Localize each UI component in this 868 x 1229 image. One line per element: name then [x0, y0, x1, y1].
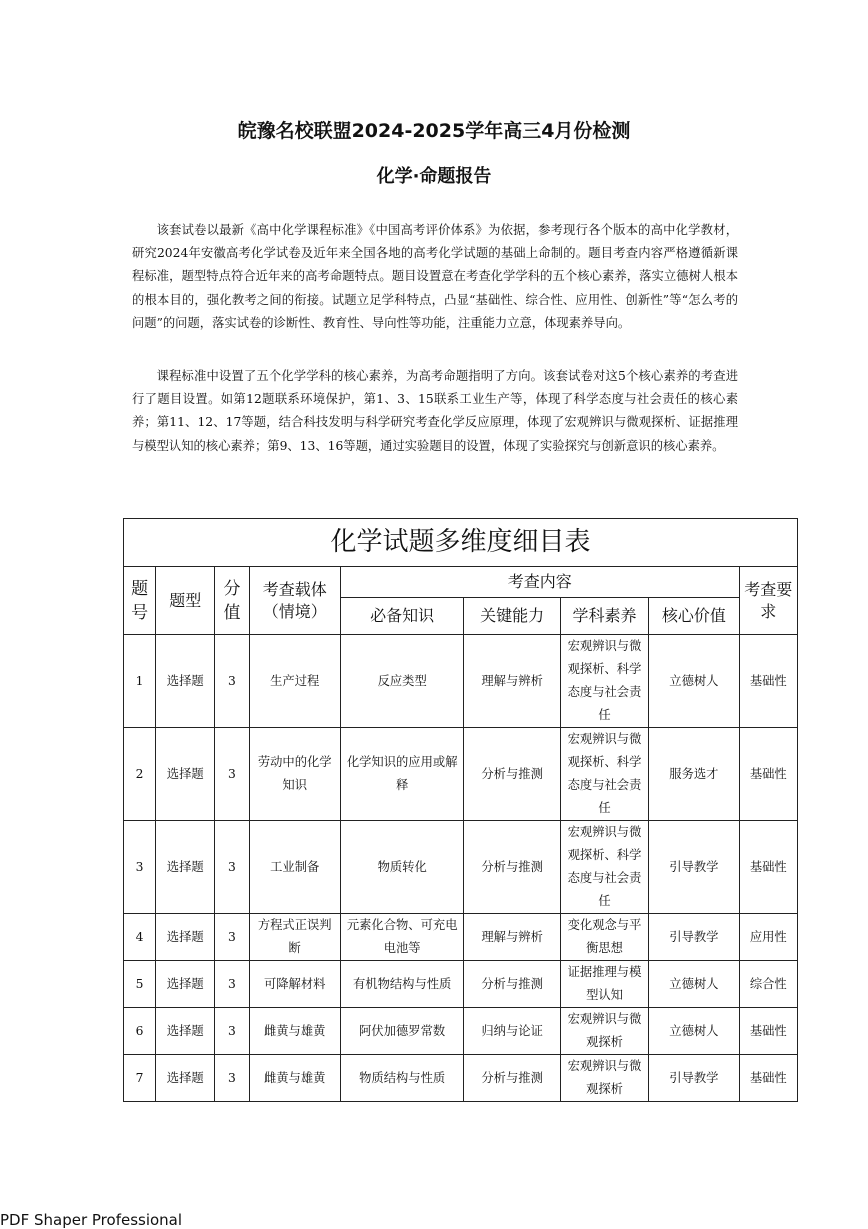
document-title: 皖豫名校联盟2024-2025学年高三4月份检测: [237, 120, 631, 142]
cell-carrier: 雌黄与雄黄: [249, 1055, 340, 1102]
header-score: 分值: [215, 567, 249, 635]
cell-num: 6: [124, 1008, 156, 1055]
footer-watermark: PDF Shaper Professional: [0, 1211, 183, 1229]
cell-requirement: 基础性: [739, 1008, 797, 1055]
cell-literacy: 宏观辨识与微观探析、科学态度与社会责任: [560, 635, 648, 728]
cell-requirement: 基础性: [739, 635, 797, 728]
cell-type: 选择题: [156, 728, 215, 821]
cell-requirement: 基础性: [739, 821, 797, 914]
header-carrier: 考查载体（情境）: [249, 567, 340, 635]
cell-score: 3: [215, 821, 249, 914]
cell-score: 3: [215, 728, 249, 821]
cell-knowledge: 物质结构与性质: [340, 1055, 464, 1102]
header-literacy: 学科素养: [560, 598, 648, 635]
table-title: 化学试题多维度细目表: [124, 519, 798, 567]
cell-value: 引导教学: [649, 914, 739, 961]
table-row: [124, 728, 798, 821]
cell-requirement: 应用性: [739, 914, 797, 961]
cell-value: 引导教学: [649, 821, 739, 914]
cell-type: 选择题: [156, 961, 215, 1008]
header-knowledge: 必备知识: [340, 598, 464, 635]
cell-num: 5: [124, 961, 156, 1008]
cell-carrier: 可降解材料: [249, 961, 340, 1008]
cell-literacy: 证据推理与模型认知: [560, 961, 648, 1008]
cell-knowledge: 反应类型: [340, 635, 464, 728]
paragraph-intro: 该套试卷以最新《高中化学课程标准》《中国高考评价体系》为依据，参考现行各个版本的高中化学教材，研究2024年安徽高考化学试卷及近年来全国各地的高考化学试题的基础上命制的。题目考查内容严格遵循新课程标准，题型特点符合近年来的高考命题特点。题目设置意在考查化学学科的五个核心素养，落实立德树人根本的根本目的，强化教考之间的衔接。试题立足学科特点，凸显“基础性、综合性、应用性、创新性”等“怎么考的问题”的问题，落实试卷的诊断性、教育性、导向性等功能，注重能力立意，体现素养导向。: [132, 223, 738, 330]
cell-type: 选择题: [156, 914, 215, 961]
header-content: 考查内容: [340, 567, 739, 598]
cell-knowledge: 元素化合物、可充电电池等: [340, 914, 464, 961]
cell-score: 3: [215, 635, 249, 728]
cell-carrier: 雌黄与雄黄: [249, 1008, 340, 1055]
header-requirement: 考查要求: [739, 567, 797, 635]
cell-ability: 理解与辨析: [464, 635, 560, 728]
table-row: [124, 635, 798, 728]
cell-num: 7: [124, 1055, 156, 1102]
cell-score: 3: [215, 1008, 249, 1055]
cell-type: 选择题: [156, 1008, 215, 1055]
table-row: [124, 914, 798, 961]
cell-carrier: 方程式正误判断: [249, 914, 340, 961]
cell-literacy: 变化观念与平衡思想: [560, 914, 648, 961]
cell-requirement: 基础性: [739, 728, 797, 821]
cell-requirement: 综合性: [739, 961, 797, 1008]
cell-ability: 分析与推测: [464, 821, 560, 914]
cell-ability: 分析与推测: [464, 961, 560, 1008]
table-row: [124, 1008, 798, 1055]
paragraph-core-literacy: 课程标准中设置了五个化学学科的核心素养，为高考命题指明了方向。该套试卷对这5个核心素养的考查进行了题目设置。如第12题联系环境保护，第1、3、15联系工业生产等，体现了科学态度与社会责任的核心素养；第11、12、17等题，结合科技发明与科学研究考查化学反应原理，体现了宏观辨识与微观探析、证据推理与模型认知的核心素养；第9、13、16等题，通过实验题目的设置，体现了实验探究与创新意识的核心素养。: [132, 369, 738, 453]
cell-num: 4: [124, 914, 156, 961]
cell-value: 立德树人: [649, 961, 739, 1008]
cell-value: 引导教学: [649, 1055, 739, 1102]
cell-ability: 归纳与论证: [464, 1008, 560, 1055]
cell-score: 3: [215, 914, 249, 961]
cell-type: 选择题: [156, 635, 215, 728]
table-row: [124, 1055, 798, 1102]
cell-literacy: 宏观辨识与微观探析: [560, 1008, 648, 1055]
cell-num: 1: [124, 635, 156, 728]
cell-carrier: 劳动中的化学知识: [249, 728, 340, 821]
document-subtitle: 化学·命题报告: [376, 166, 492, 187]
cell-literacy: 宏观辨识与微观探析: [560, 1055, 648, 1102]
cell-knowledge: 物质转化: [340, 821, 464, 914]
table-row: [124, 821, 798, 914]
cell-ability: 分析与推测: [464, 728, 560, 821]
cell-literacy: 宏观辨识与微观探析、科学态度与社会责任: [560, 821, 648, 914]
cell-type: 选择题: [156, 1055, 215, 1102]
cell-value: 立德树人: [649, 1008, 739, 1055]
cell-num: 2: [124, 728, 156, 821]
cell-num: 3: [124, 821, 156, 914]
cell-knowledge: 化学知识的应用或解释: [340, 728, 464, 821]
header-value: 核心价值: [649, 598, 739, 635]
header-type: 题型: [156, 567, 215, 635]
cell-literacy: 宏观辨识与微观探析、科学态度与社会责任: [560, 728, 648, 821]
cell-value: 服务选才: [649, 728, 739, 821]
header-num: 题号: [124, 567, 156, 635]
cell-carrier: 工业制备: [249, 821, 340, 914]
header-ability: 关键能力: [464, 598, 560, 635]
cell-value: 立德树人: [649, 635, 739, 728]
cell-type: 选择题: [156, 821, 215, 914]
cell-ability: 理解与辨析: [464, 914, 560, 961]
cell-ability: 分析与推测: [464, 1055, 560, 1102]
cell-knowledge: 阿伏加德罗常数: [340, 1008, 464, 1055]
table-row: [124, 961, 798, 1008]
cell-requirement: 基础性: [739, 1055, 797, 1102]
cell-score: 3: [215, 961, 249, 1008]
cell-score: 3: [215, 1055, 249, 1102]
cell-carrier: 生产过程: [249, 635, 340, 728]
cell-knowledge: 有机物结构与性质: [340, 961, 464, 1008]
detail-table: [123, 518, 798, 1102]
